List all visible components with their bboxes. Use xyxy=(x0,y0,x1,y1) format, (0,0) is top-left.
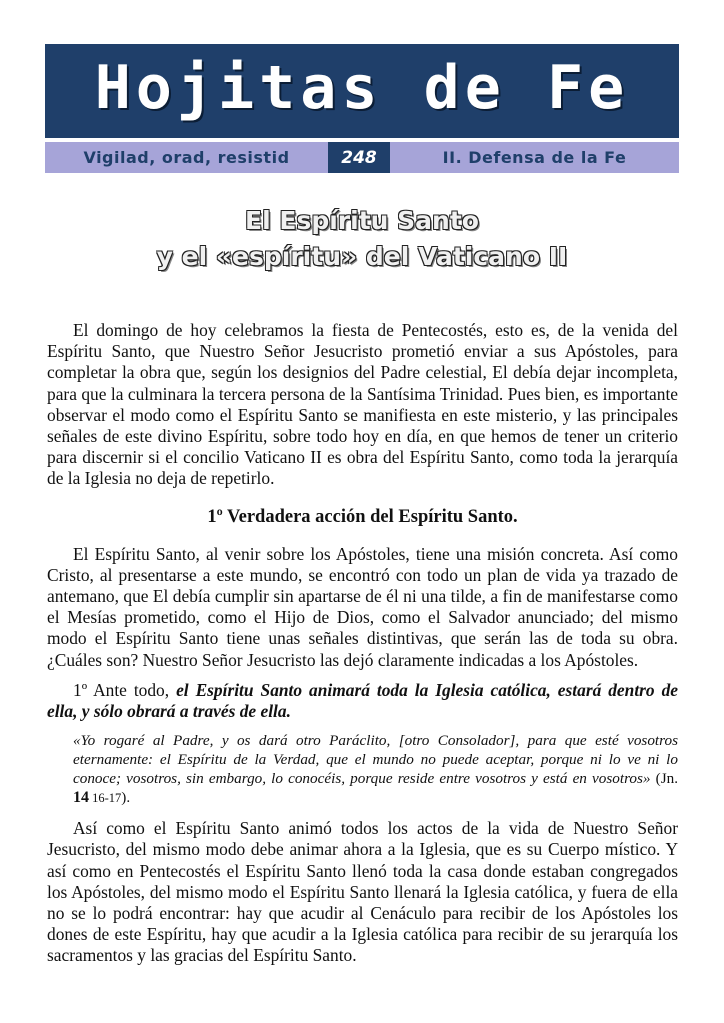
publication-motto: Vigilad, orad, resistid xyxy=(45,142,328,173)
article-title xyxy=(0,203,724,275)
section-label: II. Defensa de la Fe xyxy=(390,142,679,173)
issue-number: 248 xyxy=(328,142,390,173)
quote-ref-book: (Jn. xyxy=(650,770,679,788)
closing-paragraph: Así como el Espíritu Santo animó todos los actos de la vida de Nuestro Señor Jesucristo, del mismo modo debe animar ahora a la Iglesia, que es su Cuerpo místico. Y así como en Pentecostés el Espíritu Santo llenó toda la casa donde estaban congregados los Apóstoles, del mismo modo el Espíritu Santo llenará la Iglesia católica, y fuera de ella no se lo podrá encontrar: hay que acudir al Cenáculo para recibir de los Apóstoles los dones de este Espíritu, hay que acudir a la Iglesia católica para recibir de su jerarquía los sacramentos y las gracias del Espíritu Santo. xyxy=(47,818,678,966)
article-title-line1: El Espíritu Santo xyxy=(245,206,479,235)
quote-text: «Yo rogaré al Padre, y os dará otro Paráclito, [otro Consolador], para que esté vosotros eternamente: el Espíritu de la Verdad, que el mundo no puede aceptar, porque ni lo ve ni lo conoce; vosotros, sin embargo, lo conocéis, porque reside entre vosotros y está en vosotros» xyxy=(73,732,678,788)
point-one-paragraph xyxy=(47,680,678,722)
masthead-title-bar xyxy=(45,44,679,138)
intro-paragraph: El domingo de hoy celebramos la fiesta de Pentecostés, esto es, de la venida del Espíritu Santo, que Nuestro Señor Jesucristo prometió enviar a sus Apóstoles, para completar la obra que, según los designios del Padre celestial, El debía dejar incompleta, para que la culminara la tercera persona de la Santísima Trinidad. Pues bien, es importante observar el modo como el Espíritu Santo se manifiesta en este misterio, y las principales señales de este divino Espíritu, sobre todo hoy en día, en que hemos de tener un criterio para discernir si el concilio Vaticano II es obra del Espíritu Santo, como toda la jerarquía de la Iglesia no deja de repetirlo. xyxy=(47,320,678,489)
quote-ref-chapter: 14 xyxy=(73,789,89,807)
article-body xyxy=(47,320,678,976)
publication-title: Hojitas de Fe xyxy=(94,53,630,123)
masthead-subbar xyxy=(45,138,679,173)
point-one-prefix: 1º Ante todo, xyxy=(73,679,177,700)
masthead xyxy=(45,44,679,173)
quote-ref-end: ). xyxy=(121,789,131,807)
scripture-quote xyxy=(73,731,678,808)
section-paragraph: El Espíritu Santo, al venir sobre los Apóstoles, tiene una misión concreta. Así como Cristo, al presentarse a este mundo, se encontró con todo un plan de vida ya trazado de antemano, que El debía cumplir sin apartarse de él ni una tilde, a fin de manifestarse como el Mesías prometido, como el Hijo de Dios, como el Salvador anunciado; del mismo modo el Espíritu Santo tiene unas señales distintivas, que serán las de toda su obra. ¿Cuáles son? Nuestro Señor Jesucristo las dejó claramente indicadas a los Apóstoles. xyxy=(47,543,678,670)
article-title-line2: y el «espíritu» del Vaticano II xyxy=(156,242,568,271)
quote-ref-verses: 16-17 xyxy=(89,791,122,806)
point-one-emphasis: el Espíritu Santo animará toda la Iglesia católica, estará dentro de ella, y sólo obrará a través de ella. xyxy=(47,679,678,722)
section-heading: 1º Verdadera acción del Espíritu Santo. xyxy=(207,506,518,527)
